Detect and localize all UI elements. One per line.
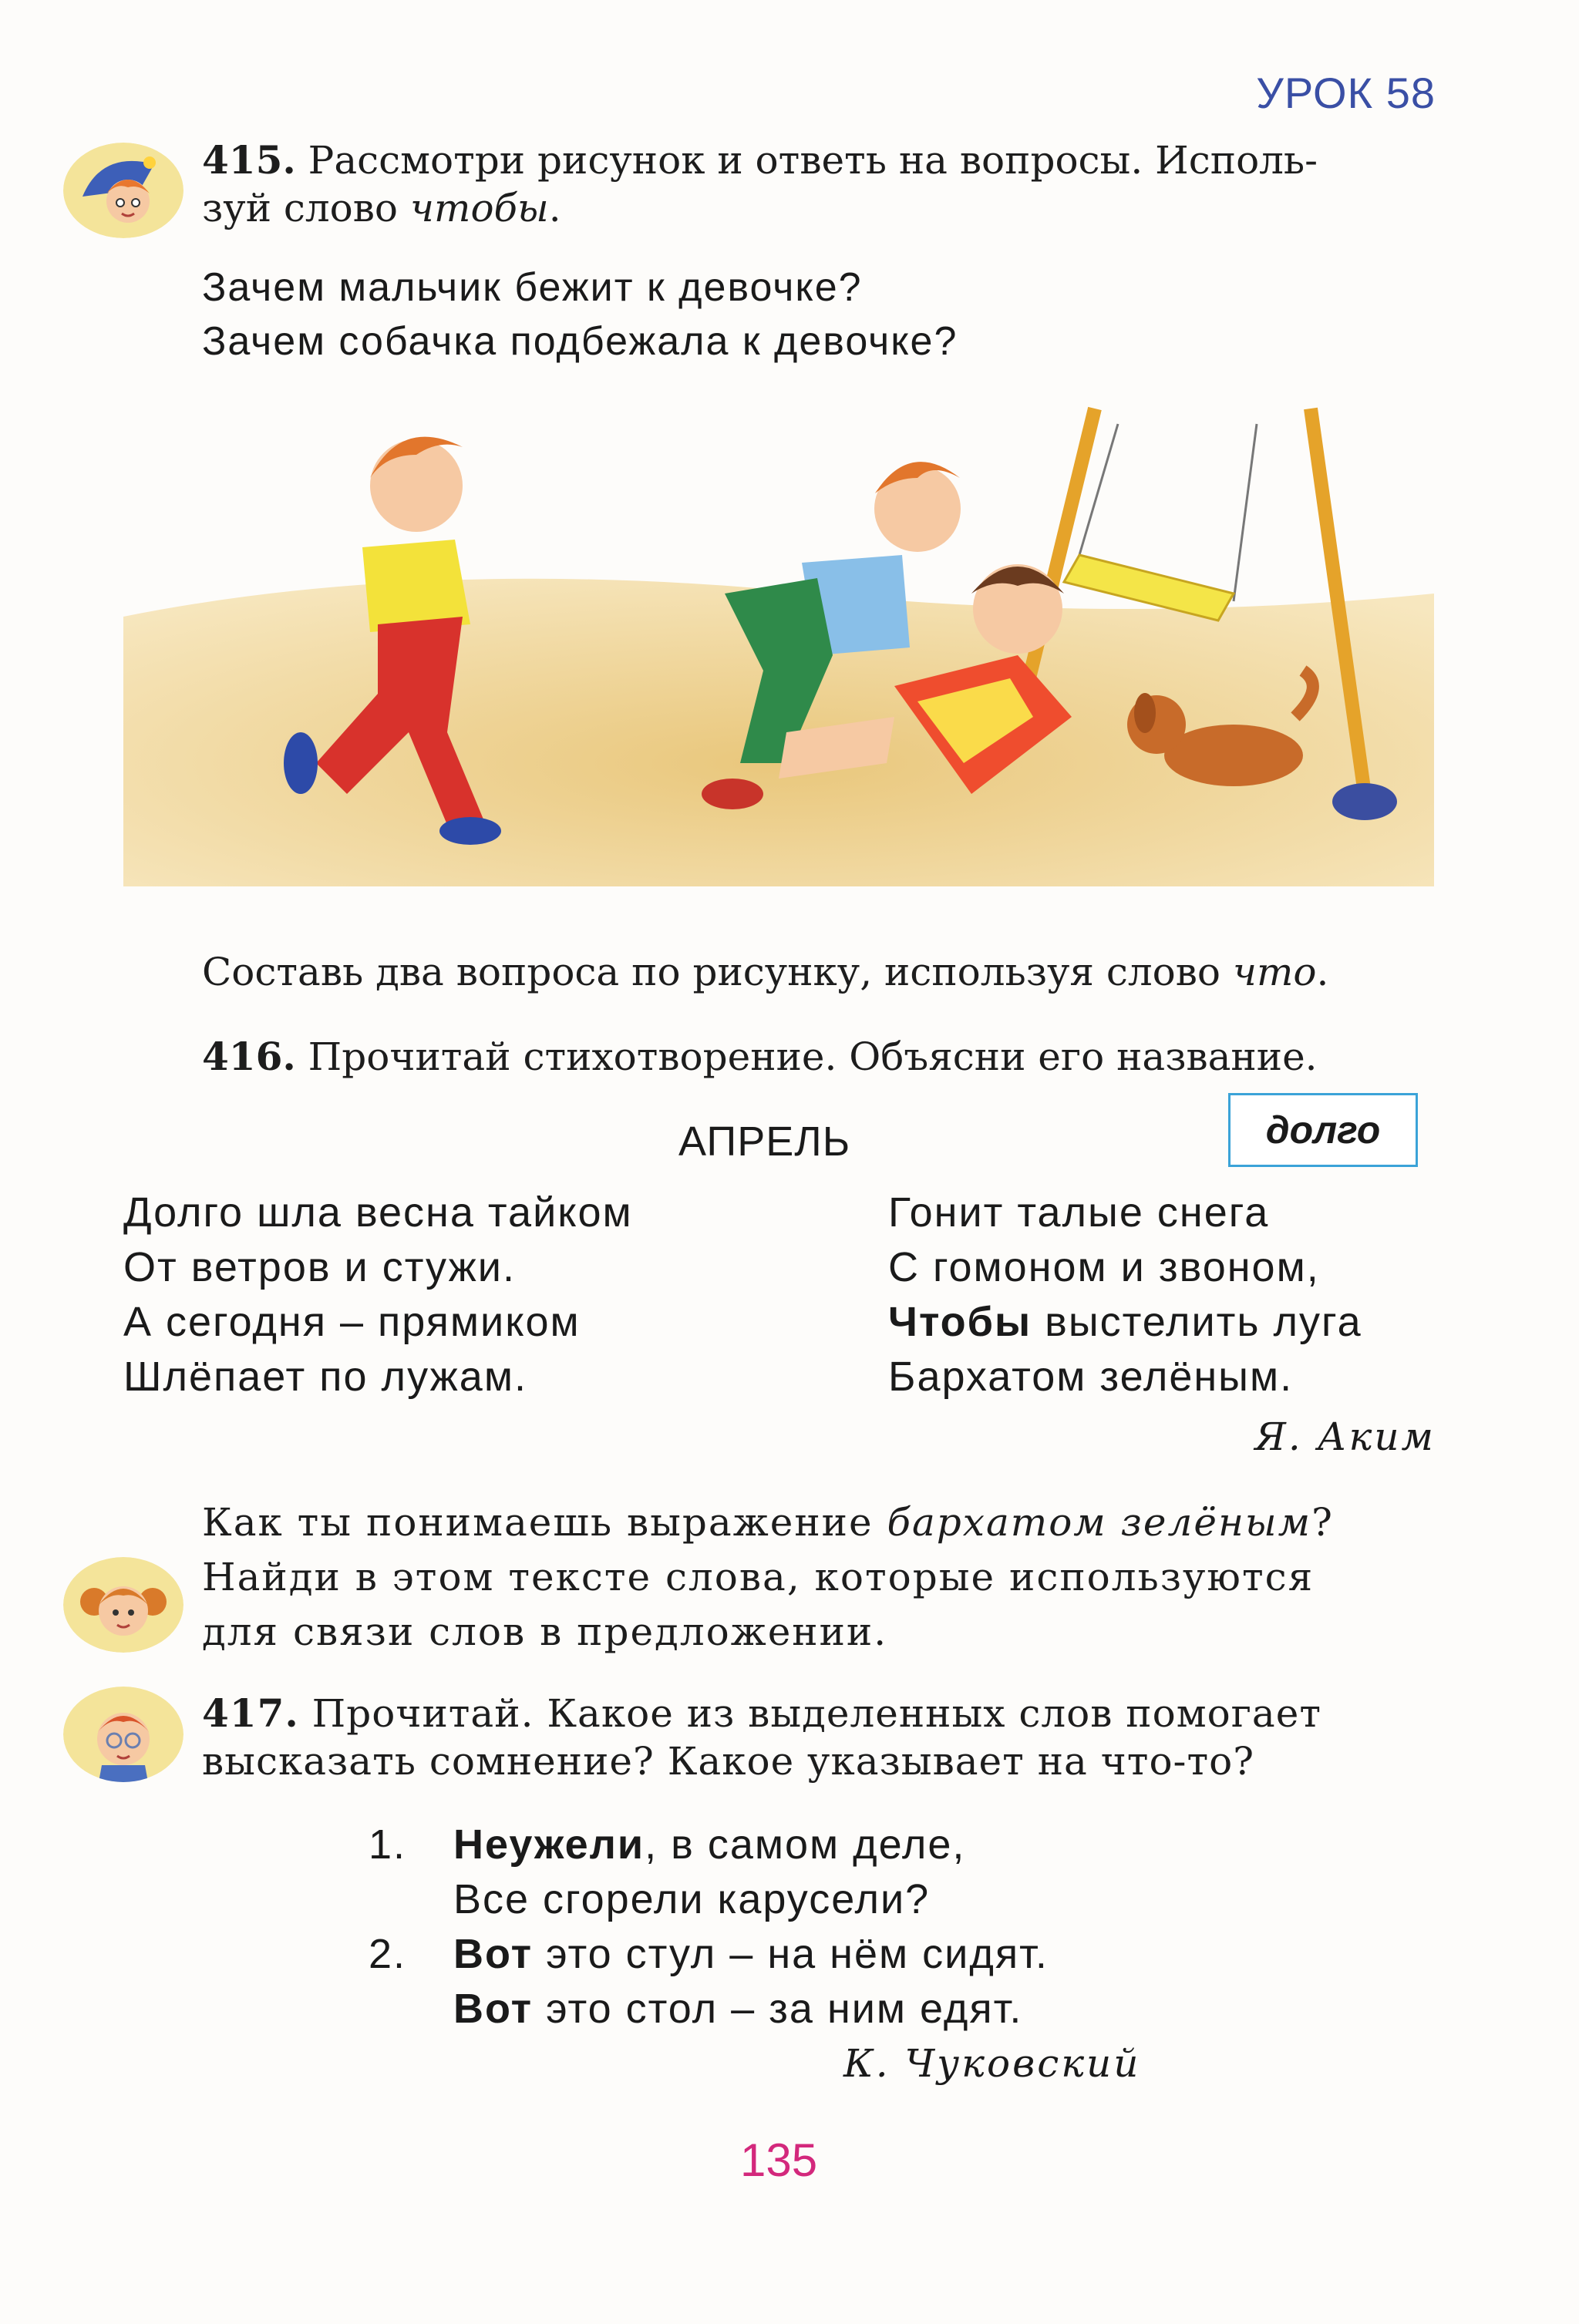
list-item-continuation: Все сгорели карусели?: [453, 1876, 931, 1922]
task-417-instruction: 417. Прочитай. Какое из выделенных слов помогает высказать сомнение? Какое указывает на что-то?: [202, 1690, 1321, 1784]
poem-line: Долго шла весна тайком: [123, 1189, 633, 1236]
poem-author: Я. Аким: [1254, 1414, 1436, 1459]
compose-instruction: Составь два вопроса по рисунку, используя слово что.: [202, 950, 1329, 994]
task-416-instruction: 416. Прочитай стихотворение. Объясни его название.: [202, 1034, 1318, 1079]
poem-line: А сегодня – прямиком: [123, 1299, 581, 1345]
task-number: 415.: [202, 137, 296, 183]
poem-line: Шлёпает по лужам.: [123, 1354, 527, 1400]
example-list: [369, 1818, 1049, 2036]
poem-right-stanza: [888, 1186, 1362, 1404]
poem-line: Бархатом зелёным.: [888, 1354, 1294, 1400]
question-1: Зачем мальчик бежит к девочке?: [202, 265, 863, 310]
task-number: 417.: [202, 1690, 299, 1736]
page-number: 135: [740, 2134, 818, 2186]
example-author: К. Чуковский: [843, 2041, 1141, 2086]
boy-character-icon: [63, 1687, 183, 1782]
playground-illustration: [123, 362, 1434, 886]
task-number: 416.: [202, 1034, 296, 1079]
list-item: 1. Неужели, в самом деле,: [369, 1821, 966, 1868]
vocabulary-word-box: долго: [1228, 1093, 1418, 1167]
poem-line: С гомоном и звоном,: [888, 1244, 1320, 1290]
poem-line: Чтобы выстелить луга: [888, 1299, 1362, 1345]
list-item: 2. Вот это стул – на нём сидят.: [369, 1931, 1049, 1977]
poem-left-stanza: [123, 1186, 633, 1404]
poem-title: АПРЕЛЬ: [678, 1118, 851, 1165]
task-416-questions: Как ты понимаешь выражение бархатом зелёным? Найди в этом тексте слова, которые используются для связи слов в предложении.: [202, 1500, 1334, 1654]
poem-line: Гонит талые снега: [888, 1189, 1270, 1236]
poem-line: От ветров и стужи.: [123, 1244, 516, 1290]
list-item-continuation: Вот это стол – за ним едят.: [453, 1986, 1023, 2032]
wizard-character-icon: [63, 143, 183, 238]
question-2: Зачем собачка подбежала к девочке?: [202, 319, 958, 364]
task-415-instruction: 415. Рассмотри рисунок и ответь на вопросы. Исполь- зуй слово чтобы.: [202, 137, 1318, 230]
lesson-header: УРОК 58: [1256, 69, 1436, 117]
girl-character-icon: [63, 1557, 183, 1653]
